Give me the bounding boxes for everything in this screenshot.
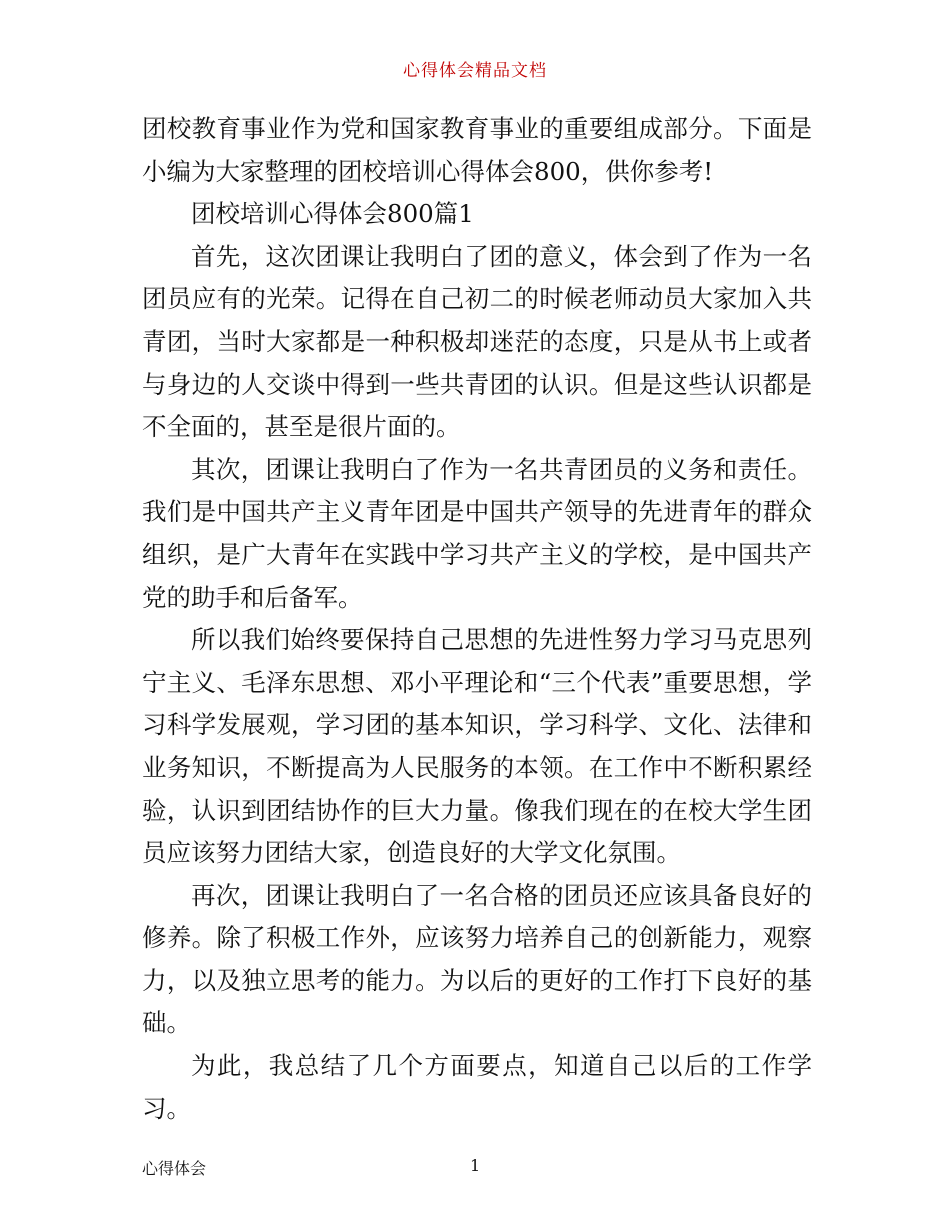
page-header-title: 心得体会精品文档: [403, 61, 547, 81]
paragraph: 首先，这次团课让我明白了团的意义，体会到了作为一名团员应有的光荣。记得在自己初二的时候老师动员大家加入共青团，当时大家都是一种积极却迷茫的态度，只是从书上或者与身边的人交谈中得到一些共青团的认识。但是这些认识都是不全面的，甚至是很片面的。: [142, 241, 812, 442]
paragraph: 再次，团课让我明白了一名合格的团员还应该具备良好的修养。除了积极工作外，应该努力培养自己的创新能力，观察力，以及独立思考的能力。为以后的更好的工作打下良好的基础。: [142, 880, 812, 1038]
paragraph-intro: 团校教育事业作为党和国家教育事业的重要组成部分。下面是小编为大家整理的团校培训心得体会800，供你参考!: [142, 114, 812, 186]
page-number: 1: [470, 1156, 481, 1175]
paragraph: 其次，团课让我明白了作为一名共青团员的义务和责任。我们是中国共产主义青年团是中国共产领导的先进青年的群众组织，是广大青年在实践中学习共产主义的学校，是中国共产党的助手和后备军。: [142, 454, 812, 612]
section-heading: 团校培训心得体会800篇1: [191, 199, 474, 229]
paragraph: 为此，我总结了几个方面要点，知道自己以后的工作学习。: [142, 1051, 812, 1123]
paragraph: 所以我们始终要保持自己思想的先进性努力学习马克思列宁主义、毛泽东思想、邓小平理论和“三个代表”重要思想，学习科学发展观，学习团的基本知识，学习科学、文化、法律和业务知识，不断提高为人民服务的本领。在工作中不断积累经验，认识到团结协作的巨大力量。像我们现在的在校大学生团员应该努力团结大家，创造良好的大学文化氛围。: [142, 625, 812, 868]
footer-label: 心得体会: [142, 1159, 207, 1178]
document-body: [142, 108, 812, 1130]
